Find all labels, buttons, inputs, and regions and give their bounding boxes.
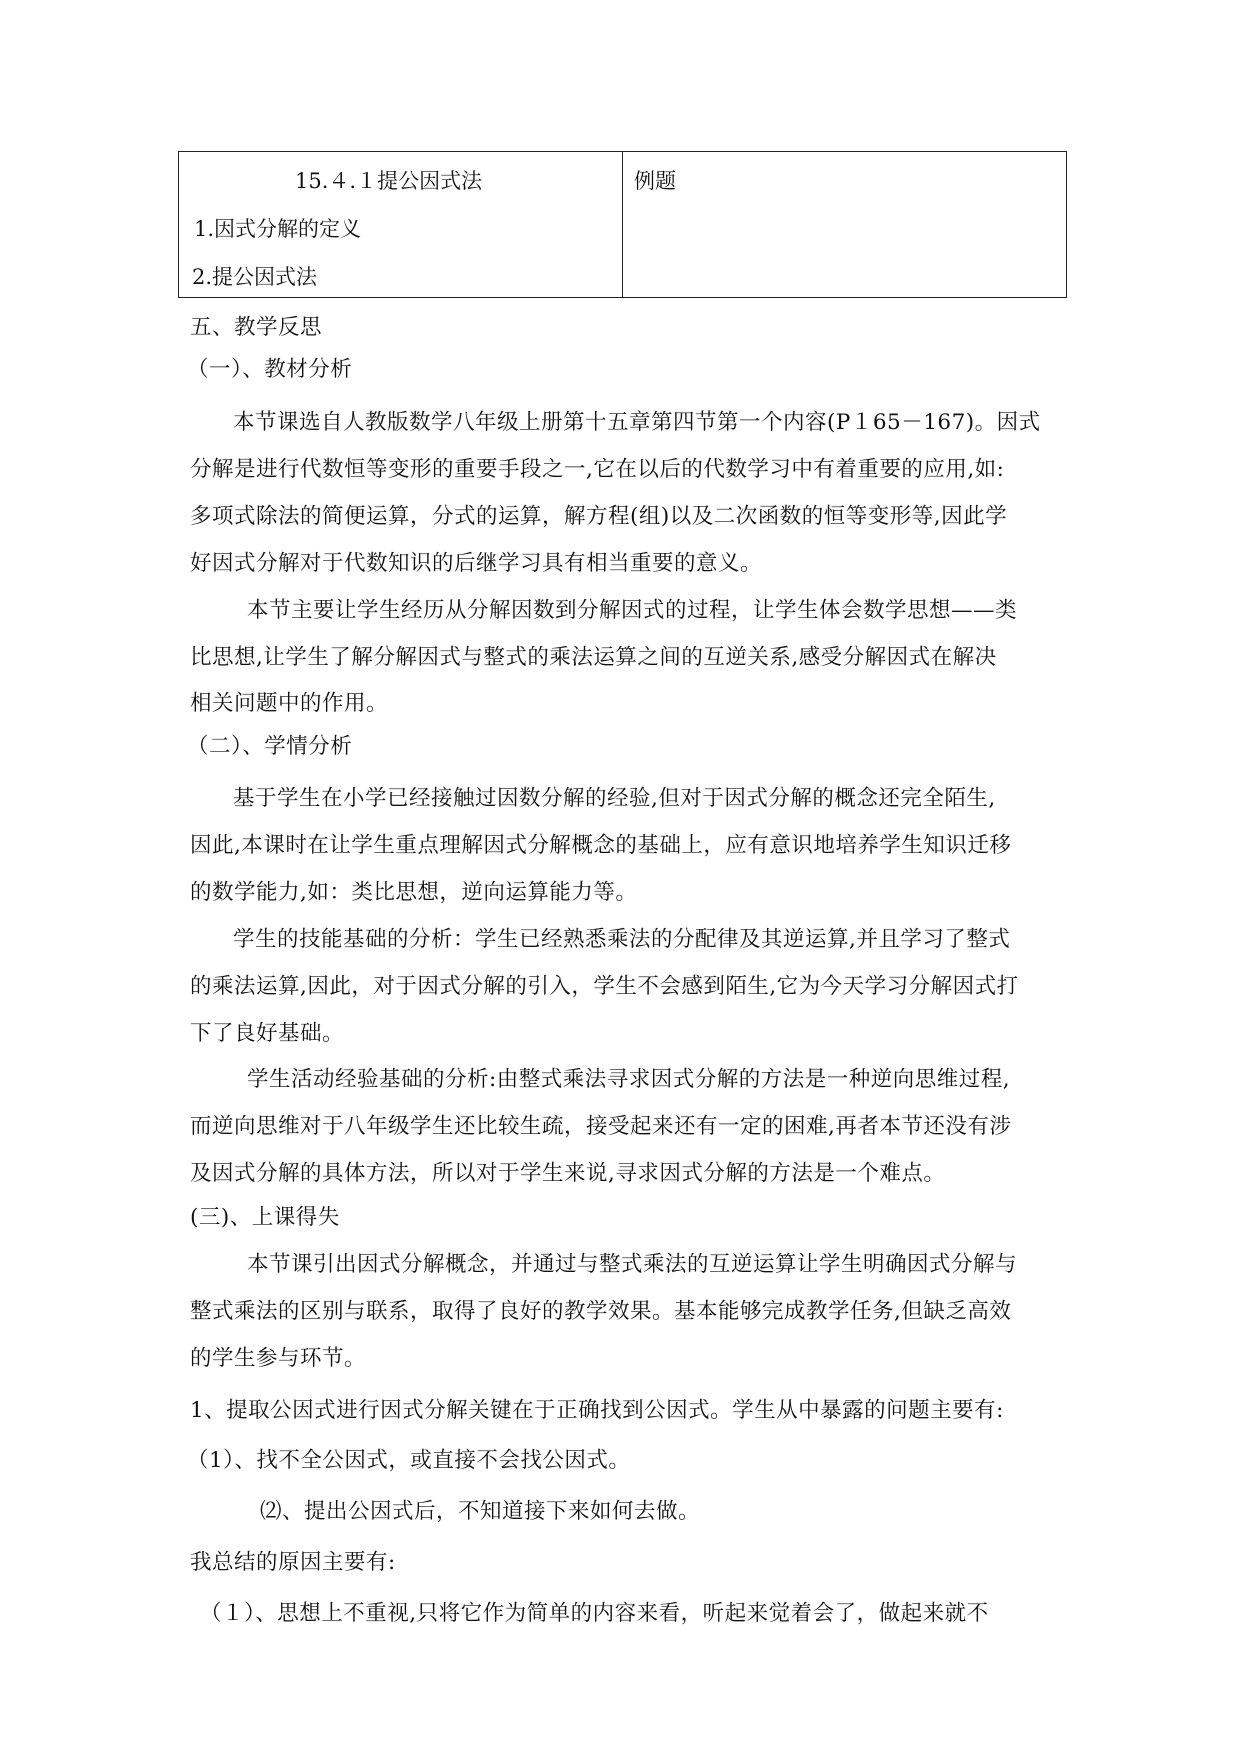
- sub-item: ⑵、提出公因式后，不知道接下来如何去做。: [260, 1499, 701, 1524]
- table-divider: [622, 152, 623, 297]
- paragraph-line: 下了良好基础。: [190, 1021, 345, 1046]
- paragraph-line: 而逆向思维对于八年级学生还比较生疏，接受起来还有一定的困难,再者本节还没有涉: [190, 1114, 1012, 1139]
- paragraph-line: 因此,本课时在让学生重点理解因式分解概念的基础上，应有意识地培养学生知识迁移: [190, 833, 1012, 858]
- paragraph-line: 相关问题中的作用。: [190, 691, 389, 716]
- paragraph-line: 学生的技能基础的分析：学生已经熟悉乘法的分配律及其逆运算,并且学习了整式: [233, 927, 1011, 952]
- blackboard-design-table: [178, 151, 1067, 298]
- paragraph-line: 比思想,让学生了解分解因式与整式的乘法运算之间的互逆关系,感受分解因式在解决: [190, 645, 997, 670]
- subheading-gains: (三)、上课得失: [190, 1205, 340, 1230]
- board-title: 15.４.１提公因式法: [295, 169, 483, 193]
- paragraph-line: 及因式分解的具体方法，所以对于学生来说,寻求因式分解的方法是一个难点。: [190, 1161, 946, 1186]
- paragraph-line: 基于学生在小学已经接触过因数分解的经验,但对于因式分解的概念还完全陌生,: [233, 786, 996, 811]
- subheading-students: （二）、学情分析: [187, 734, 353, 759]
- section-heading: 五、教学反思: [190, 315, 323, 340]
- paragraph-line: 的学生参与环节。: [190, 1346, 367, 1371]
- sub-item: （1）、找不全公因式，或直接不会找公因式。: [187, 1448, 631, 1473]
- board-item-1: 1.因式分解的定义: [194, 217, 362, 241]
- paragraph-line: 整式乘法的区别与联系，取得了良好的教学效果。基本能够完成教学任务,但缺乏高效: [190, 1299, 1012, 1324]
- paragraph-line: 好因式分解对于代数知识的后继学习具有相当重要的意义。: [190, 551, 763, 576]
- paragraph-line: 的乘法运算,因此，对于因式分解的引入，学生不会感到陌生,它为今天学习分解因式打: [190, 974, 1019, 999]
- paragraph-line: 学生活动经验基础的分析:由整式乘法寻求因式分解的方法是一种逆向思维过程,: [247, 1067, 1011, 1092]
- reason-item: （１）、思想上不重视,只将它作为简单的内容来看，听起来觉着会了，做起来就不: [200, 1601, 989, 1626]
- paragraph-line: 本节课引出因式分解概念，并通过与整式乘法的互逆运算让学生明确因式分解与: [247, 1252, 1018, 1277]
- reason-heading: 我总结的原因主要有:: [190, 1550, 396, 1575]
- board-item-2: 2.提公因式法: [192, 265, 318, 289]
- subheading-textbook: （一）、教材分析: [187, 357, 353, 382]
- paragraph-line: 分解是进行代数恒等变形的重要手段之一,它在以后的代数学习中有着重要的应用,如:: [190, 457, 1005, 482]
- board-example: 例题: [634, 169, 676, 193]
- paragraph-line: 本节主要让学生经历从分解因数到分解因式的过程，让学生体会数学思想——类: [247, 598, 1018, 623]
- paragraph-line: 的数学能力,如：类比思想，逆向运算能力等。: [190, 880, 638, 905]
- paragraph-line: 多项式除法的简便运算，分式的运算，解方程(组)以及二次函数的恒等变形等,因此学: [190, 504, 1008, 529]
- numbered-item: 1、提取公因式进行因式分解关键在于正确找到公因式。学生从中暴露的问题主要有:: [190, 1398, 1004, 1423]
- paragraph-line: 本节课选自人教版数学八年级上册第十五章第四节第一个内容(P１65－167)。因式: [233, 410, 1041, 435]
